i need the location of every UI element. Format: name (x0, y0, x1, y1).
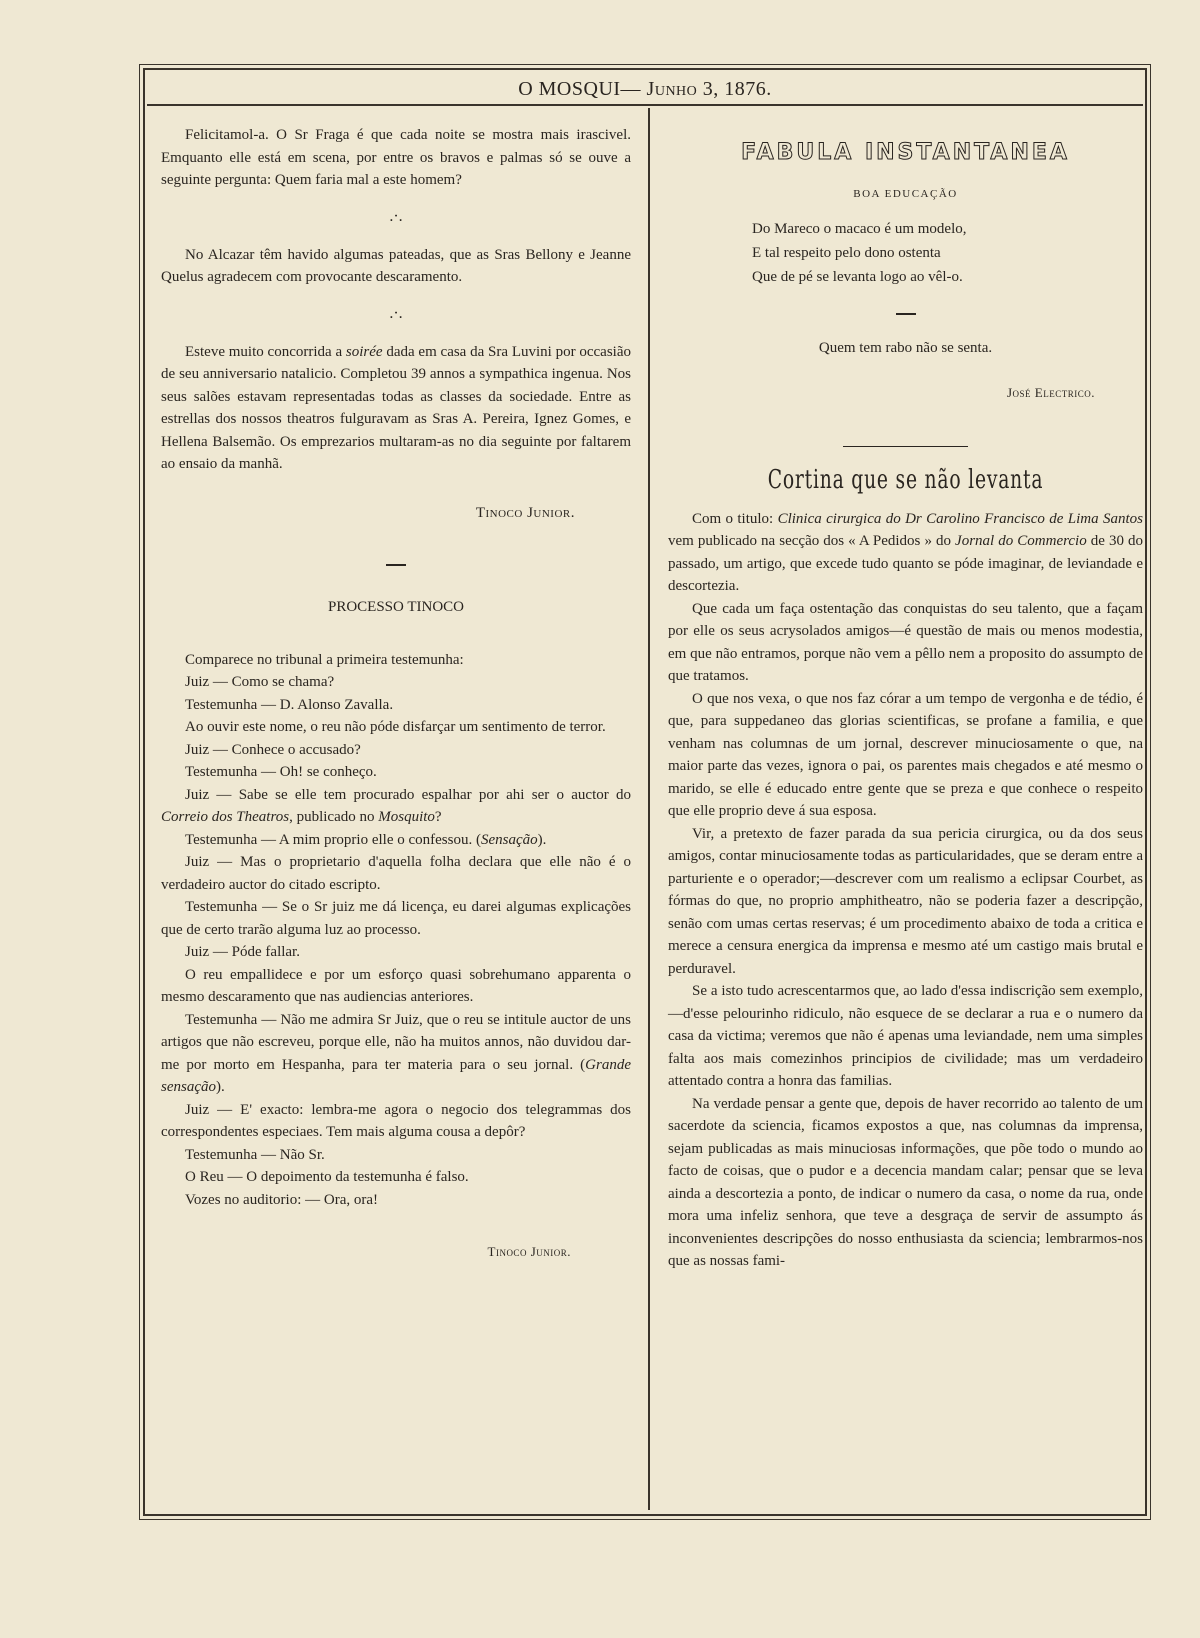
paragraph: O Reu — O depoimento da testemunha é falso. (185, 1169, 469, 1185)
paragraph: Juiz — Conhece o accusado? (185, 741, 361, 758)
issue-date: Junho 3, 1876. (646, 78, 772, 100)
separator-dots: .·. (389, 207, 403, 225)
separator-rule (843, 446, 968, 447)
separator-dots: .·. (389, 304, 403, 322)
verse-line: E tal respeito pelo dono ostenta (752, 245, 941, 261)
paragraph: Felicitamol-a. O Sr Fraga é que cada noite se mostra mais irascivel. Emquanto elle está em scena, por entre os bravos e palmas só se ouve a seguinte pergunta: Quem faria mal a este homem? (161, 127, 631, 188)
paragraph: No Alcazar têm havido algumas pateadas, que as Sras Bellony e Jeanne Quelus agradecem com provocante descaramento. (161, 246, 631, 285)
fabula-title: FABULA INSTANTANEA (741, 140, 1070, 165)
paragraph: Que cada um faça ostentação das conquistas do seu talento, que a façam por elle os seus acrysolados amigos—é questão de mais ou menos modestia, em que não entramos, porque não vem a pêllo nem a proposito do assumpto de que tratamos. (668, 600, 1143, 684)
fabula-moral: Quem tem rabo não se senta. (818, 340, 993, 356)
signature: José Electrico. (1006, 384, 1095, 400)
paragraph: Vozes no auditorio: — Ora, ora! (185, 1191, 379, 1208)
left-column (161, 124, 631, 1264)
section-title: PROCESSO TINOCO (327, 599, 464, 615)
page-header (147, 72, 1143, 106)
fabula-verse (752, 217, 1143, 289)
paragraph: Juiz — E' exacto: lembra-me agora o negocio dos telegrammas dos correspondentes especiaes. Tem mais alguma cousa a depôr? (161, 1101, 631, 1140)
verse-line: Que de pé se levanta logo ao vêl-o. (752, 269, 963, 285)
paragraph: Esteve muito concorrida a soirée dada em casa da Sra Luvini por occasião de seu anniversario natalicio. Completou 39 annos a sympathica ingenua. Nos seus salões estavam representadas todas as classes da sociedade. Entre as estrellas dos nossos theatros fulguravam as Sras A. Pereira, Ignez Gomes, e Hellena Balsemão. Os emprezarios multaram-as no dia seguinte por faltarem ao ensaio da manhã. (161, 343, 632, 472)
column-divider (648, 108, 650, 1510)
paragraph: Na verdade pensar a gente que, depois de haver recorrido ao talento de um sacerdote da sciencia, ficamos expostos a que, nas columnas da imprensa, sejam publicadas as mais minuciosas informações, que põe todo o mundo ao facto de coisas, que o pudor e a decencia mandam calar; pensar que se leva ainda a descortezia a ponto, de indicar o numero da casa, o nome da rua, onde mora uma infeliz senhora, que teve a desgraça de servir de assumpto ás inconvenientes descripções do nosso enthusiasta da sciencia; lembrarmos-nos que as nossas fami- (668, 1095, 1143, 1269)
verse-line: Do Mareco o macaco é um modelo, (752, 221, 967, 237)
paragraph: O reu empallidece e por um esforço quasi sobrehumano apparenta o mesmo descaramento que nas audiencias anteriores. (161, 966, 631, 1005)
paragraph: Testemunha — Não Sr. (185, 1146, 325, 1163)
paragraph: Vir, a pretexto de fazer parada da sua pericia cirurgica, ou da dos seus amigos, contar minuciosamente todas as particularidades, que se deram entre a parturiente e o operador;—descrever com um realismo a eclipsar Courbet, as fórmas do que, no proprio amphitheatro, não se poderia fazer a descripção, senão com umas certas reservas; é um procedimento abaixo de toda a critica e merece a censura energica da imprensa e mesmo até um castigo mais brutal e perduravel. (668, 825, 1143, 977)
separator-dash (386, 564, 406, 566)
publication-name-end: — (620, 78, 642, 100)
paragraph: Juiz — Sabe se elle tem procurado espalhar por ahi ser o auctor do Correio dos Theatros, publicado no Mosquito? (161, 786, 631, 825)
paragraph: Ao ouvir este nome, o reu não póde disfarçar um sentimento de terror. (185, 719, 606, 735)
paragraph: Testemunha — Se o Sr juiz me dá licença, eu darei algumas explicações que de certo trarão alguma luz ao processo. (161, 899, 631, 938)
processo-body (161, 649, 631, 1212)
separator-dash (896, 313, 916, 315)
paragraph: O que nos vexa, o que nos faz córar a um tempo de vergonha e de tédio, é que, para suppedaneo das glorias scientificas, se profane a familia, e que venham nas columnas de um jornal, descrever minuciosamente o que, na maior parte das vezes, ignora o pai, os parentes mais chegados e até mesmo o marido, se elle é educado entre gente que se preza e que conhece o respeito que elle proprio deve á sua esposa. (668, 690, 1143, 819)
paragraph: Juiz — Como se chama? (185, 674, 335, 690)
paragraph: Juiz — Póde fallar. (185, 944, 300, 960)
fabula-subtitle: BOA EDUCAÇÃO (853, 187, 958, 200)
paragraph: Testemunha — Não me admira Sr Juiz, que o reu se intitule auctor de uns artigos que não escreveu, porque elle, não ha muitos annos, não duvidou dar-me por morto em Hespanha, para ter materia para o seu jornal. (Grande sensação). (161, 1011, 631, 1095)
paragraph: Comparece no tribunal a primeira testemunha: (185, 651, 464, 668)
paragraph: Juiz — Mas o proprietario d'aquella folha declara que elle não é o verdadeiro auctor do citado escripto. (161, 854, 631, 893)
publication-name: O MOSQUI (518, 78, 621, 100)
article-title: Cortina que se não levanta (767, 465, 1044, 495)
paragraph: Testemunha — D. Alonso Zavalla. (185, 696, 394, 713)
paragraph: Testemunha — A mim proprio elle o confessou. (Sensação). (185, 831, 547, 848)
paragraph: Com o titulo: Clinica cirurgica do Dr Carolino Francisco de Lima Santos vem publicado na secção dos « A Pedidos » do Jornal do Commercio de 30 do passado, um artigo, que excede tudo quanto se póde imaginar, de leviandade e descortezia. (668, 510, 1143, 594)
signature: Tinoco Junior. (487, 1244, 571, 1259)
right-column (668, 124, 1143, 1273)
signature: Tinoco Junior. (475, 504, 575, 521)
paragraph: Testemunha — Oh! se conheço. (185, 764, 377, 780)
paragraph: Se a isto tudo acrescentarmos que, ao lado d'essa indiscrição sem exemplo,—d'esse pelourinho ridiculo, não esquece de se declarar a rua e o numero da casa da victima; veremos que não é apenas uma leviandade, nem uma simples falta aos mais comezinhos principios de civilidade; mas um verdadeiro attentado contra a honra das familias. (668, 983, 1143, 1089)
article-body (668, 508, 1143, 1273)
